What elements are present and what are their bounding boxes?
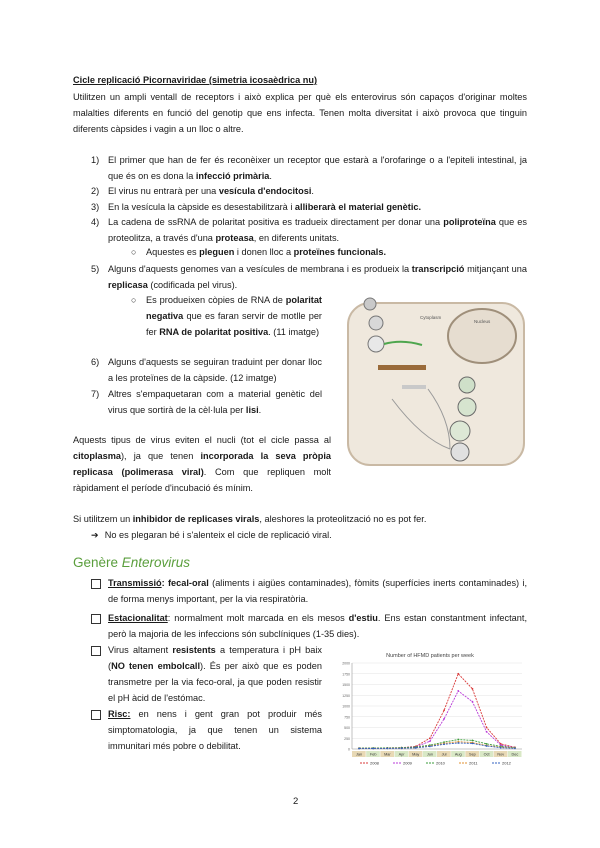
legend-label: 2008 xyxy=(370,760,379,766)
data-point-2009 xyxy=(472,701,474,703)
data-point-2010 xyxy=(486,743,488,745)
y-tick-label: 750 xyxy=(344,715,350,720)
step-2: El virus nu entrarà per una vesícula d'endocitosi. xyxy=(108,186,314,196)
x-tick-label: Jun xyxy=(426,752,433,757)
legend-label: 2010 xyxy=(436,760,445,766)
data-point-2008 xyxy=(472,688,474,690)
bullet-icon: ○ xyxy=(131,295,137,305)
y-tick-label: 500 xyxy=(344,726,350,730)
x-tick-label: Jul xyxy=(441,752,447,757)
y-tick-label: 0 xyxy=(348,747,350,752)
data-point-2008 xyxy=(429,737,431,739)
arrow-line: ➔ No es plegaran bé i s'alenteix el cicle de replicació viral. xyxy=(91,530,332,540)
x-tick-label: Sep xyxy=(469,752,476,757)
replication-vesicle xyxy=(450,421,470,441)
replication-vesicle xyxy=(459,377,475,393)
step-1: El primer que han de fer és reconèixer un receptor que estarà a l'orofaringe o a l'epiteli intestinal, ja que és on es dona la infecció primària. xyxy=(108,155,527,181)
legend-label: 2012 xyxy=(502,760,511,766)
data-point-2012 xyxy=(401,747,403,749)
data-point-2012 xyxy=(415,747,417,749)
checkbox-icon[interactable] xyxy=(91,614,101,624)
checkbox-icon[interactable] xyxy=(91,646,101,656)
data-point-2012 xyxy=(443,743,445,745)
x-tick-label: Jan xyxy=(356,752,363,757)
x-tick-label: Feb xyxy=(369,752,377,757)
step-5: Alguns d'aquests genomes van a vesícules de membrana i es produeix la transcripció mitjançant una replicasa (codificada pel virus). xyxy=(108,264,527,290)
step-3: En la vesícula la càpside es desestabilitzarà i alliberarà el material genètic. xyxy=(108,202,422,212)
replication-cycle-diagram xyxy=(332,289,528,468)
paragraph-cytoplasm: Aquests tipus de virus eviten el nucli (tot el cicle passa al citoplasma), ja que tenen incorporada la seva pròpia replicasa (polimerasa viral). Com que repliquen molt ràpidament el període d'incubació és mínim. xyxy=(73,435,331,493)
chart-title: Number of HFMD patients per week xyxy=(386,653,474,659)
page-title: Cicle replicació Picornaviridae (simetria icosaèdrica nu) xyxy=(73,75,318,85)
step-number: 4) xyxy=(91,217,100,227)
arrow-right-icon: ➔ xyxy=(91,530,99,540)
data-point-2008 xyxy=(443,709,445,711)
step-number: 7) xyxy=(91,389,100,399)
step-number: 6) xyxy=(91,357,100,367)
page-number: 2 xyxy=(293,796,299,807)
series-line-2009 xyxy=(359,691,515,748)
nucleus-label: Nucleus xyxy=(474,319,491,324)
replication-vesicle xyxy=(458,398,476,416)
data-point-2012 xyxy=(457,742,459,744)
data-point-2012 xyxy=(514,747,516,749)
data-point-2009 xyxy=(443,718,445,720)
x-tick-label: Nov xyxy=(497,752,505,757)
x-tick-label: Oct xyxy=(483,752,490,757)
paragraph-inhibitor: Si utilitzem un inhibidor de replicases virals, aleshores la proteolització no es pot fer. xyxy=(73,514,427,524)
y-tick-label: 2000 xyxy=(342,661,350,666)
step-number: 1) xyxy=(91,155,100,165)
data-point-2012 xyxy=(372,748,374,750)
data-point-2009 xyxy=(486,731,488,733)
x-tick-label: Apr xyxy=(398,752,405,757)
y-tick-label: 1500 xyxy=(342,683,350,687)
step-number: 2) xyxy=(91,186,100,196)
checklist-item-risk: Risc: en nens i gent gran pot produir més simptomatologia, ja que tenen un sistema immunitari més pobre o debilitat. xyxy=(108,709,322,751)
data-point-2012 xyxy=(358,748,360,750)
legend-label: 2011 xyxy=(469,760,478,766)
y-tick-label: 1000 xyxy=(342,704,350,709)
protein-bar xyxy=(402,385,426,389)
data-point-2010 xyxy=(472,740,474,742)
vesicle-icon xyxy=(368,336,384,352)
legend-label: 2009 xyxy=(403,760,412,766)
data-point-2008 xyxy=(457,673,459,675)
step-number: 3) xyxy=(91,202,100,212)
x-tick-label: May xyxy=(412,752,420,757)
y-tick-label: 250 xyxy=(344,736,350,741)
data-point-2012 xyxy=(486,745,488,747)
hfmd-chart xyxy=(332,649,528,775)
data-point-2010 xyxy=(457,739,459,741)
checkbox-icon[interactable] xyxy=(91,579,101,589)
virion-icon xyxy=(364,298,376,310)
progeny-virion xyxy=(451,443,469,461)
x-tick-label: Mar xyxy=(384,752,391,757)
y-tick-label: 1750 xyxy=(342,672,350,677)
bullet-icon: ○ xyxy=(131,247,137,257)
checklist-item-seasonality: Estacionalitat: normalment molt marcada en els mesos d'estiu. Ens estan constantment infectant, però la majoria de les infeccions són subclíniques (1-35 dies). xyxy=(108,613,527,639)
data-point-2012 xyxy=(429,746,431,748)
y-tick-label: 1250 xyxy=(342,693,350,698)
data-point-2008 xyxy=(486,727,488,729)
x-tick-label: Dec xyxy=(511,752,519,757)
endosome-icon xyxy=(369,316,383,330)
step-6: Alguns d'aquests se seguiran traduint per donar lloc a les proteïnes de la càpside. (12 imatge) xyxy=(108,357,322,383)
data-point-2009 xyxy=(429,740,431,742)
data-point-2012 xyxy=(500,747,502,749)
checklist-item-transmission: Transmissió: fecal-oral (aliments i aigües contaminades), fòmits (superfícies inerts contaminades) i, de forma menys important, per la via respiratòria. xyxy=(108,578,528,604)
step-4: La cadena de ssRNA de polaritat positiva es tradueix directament per donar una poliproteïna que es proteolitza, a través d'una proteasa, en diferents unitats. xyxy=(108,217,528,243)
checklist-item-resistance: Virus altament resistents a temperatura i pH baix (NO tenen embolcall). És per això que es poden transmetre per la via feco-oral, ja que poden resistir el pH àcid de l'estómac. xyxy=(108,645,322,703)
step-4-sub: Aquestes es pleguen i donen lloc a proteïnes funcionals. xyxy=(146,247,387,257)
cytoplasm-label: Cytoplasm xyxy=(420,315,442,320)
step-number: 5) xyxy=(91,264,100,274)
step-7: Altres s'empaquetaran com a material genètic del virus que sortirà de la cèl·lula per lisi. xyxy=(108,389,322,415)
step-5-sub: Es produeixen còpies de RNA de polaritat negativa que es faran servir de motlle per fer RNA de polaritat positiva. (11 imatge) xyxy=(146,295,322,337)
data-point-2012 xyxy=(387,747,389,749)
polyprotein-bar xyxy=(378,365,426,370)
intro-paragraph: Utilitzen un ampli ventall de receptors i això explica per què els enterovirus són capaços d'originar moltes malalties diferents en funció del genotip que ens infecta. Tenen molta diversitat i això provoca que tinguin diferents càpsides i vagin a un lloc o altre. xyxy=(73,92,527,134)
x-tick-label: Aug xyxy=(454,752,462,757)
checkbox-icon[interactable] xyxy=(91,710,101,720)
genre-heading: Genère Enterovirus xyxy=(73,555,191,570)
nucleus xyxy=(448,309,516,363)
data-point-2012 xyxy=(472,743,474,745)
data-point-2009 xyxy=(457,690,459,692)
